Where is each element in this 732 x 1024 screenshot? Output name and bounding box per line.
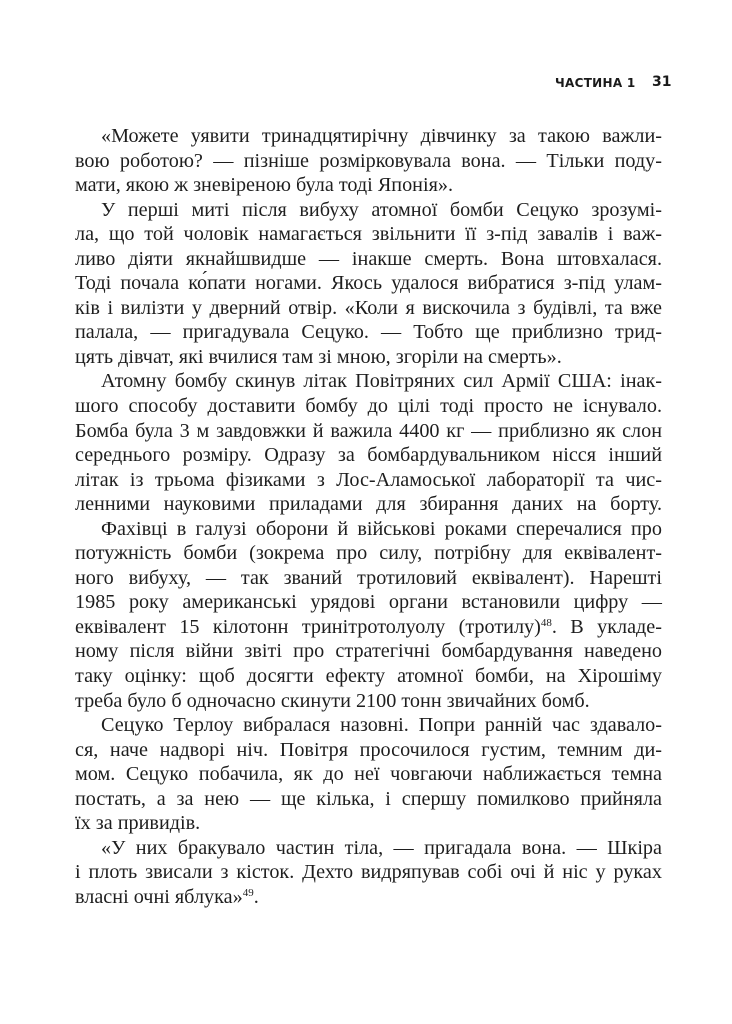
text-line (75, 885, 662, 910)
text-segment: . В укладе- (551, 615, 662, 638)
page-number: 31 (652, 74, 672, 90)
text-line (75, 615, 662, 640)
running-header (0, 72, 732, 94)
footnote-ref[interactable]: 48 (540, 616, 552, 629)
text-segment: . (253, 885, 259, 908)
text-line: таку оцінку: щоб досягти ефекту атомної бомби, на Хірошіму (75, 665, 662, 688)
paragraph (75, 369, 662, 516)
text-line: «Можете уявити тринадцятирічну дівчинку за такою важли- (101, 125, 662, 147)
text-line: вою роботою? — пізніше розмірковувала вона. — Тільки поду- (75, 149, 662, 172)
body-text (75, 124, 662, 910)
text-line: треба було б одночасно скинути 2100 тонн звичайних бомб. (75, 689, 590, 712)
text-line: мати, якою ж зневіреною була тоді Японія». (75, 174, 454, 197)
text-line: літак із трьома фізиками з Лос-Аламоської лабораторії та чис- (75, 468, 662, 491)
text-line: мом. Сецуко побачила, як до неї човгаючи наближається темна (75, 763, 662, 786)
text-line: ла, що той чоловік намагається звільнити її з-під завалів і важ- (75, 223, 662, 246)
text-line: шого способу доставити бомбу до цілі тоді просто не існувало. (75, 395, 662, 418)
chapter-title: ЧАСТИНА 1 (555, 76, 636, 90)
text-line: ному після війни звіті про стратегічні бомбардування наведено (75, 640, 662, 663)
text-line: ливо діяти якнайшвидше — інакше смерть. Вона штовхалася. (75, 247, 662, 270)
text-line: палала, — пригадувала Сецуко. — Тобто ще приблизно трид- (75, 321, 662, 344)
text-line: ленними науковими приладами для збирання даних на борту. (75, 493, 662, 516)
text-segment: власні очні яблука» (75, 885, 243, 908)
paragraph (75, 713, 662, 836)
text-line: цять дівчат, які вчилися там зі мною, згоріли на смерть». (75, 345, 562, 368)
paragraph (75, 124, 662, 198)
text-line: Сецуко Терлоу вибралася назовні. Попри ранній час здавало- (101, 714, 662, 737)
text-line: У перші миті після вибуху атомної бомби Сецуко зрозумі- (101, 198, 662, 221)
text-line: ся, наче надворі ніч. Повітря просочилося густим, темним ди- (75, 738, 662, 761)
text-line: їх за привидів. (75, 812, 201, 835)
text-line: Фахівці в галузі оборони й військові роками сперечалися про (101, 517, 662, 540)
text-line: 1985 року американські урядові органи встановили цифру — (75, 591, 662, 614)
text-line: «У них бракувало частин тіла, — пригадала вона. — Шкіра (101, 836, 662, 859)
text-line: постать, а за нею — ще кілька, і спершу помилково прийняла (75, 787, 662, 810)
text-line: Бомба була 3 м завдовжки й важила 4400 кг — приблизно як слон (75, 419, 662, 442)
text-line: потужність бомби (зокрема про силу, потрібну для еквівалент- (75, 542, 662, 565)
text-line: ків і вилізти у дверний отвір. «Коли я вискочила з будівлі, та вже (75, 296, 662, 319)
text-line: і плоть звисали з кісток. Дехто видряпував собі очі й ніс у руках (75, 861, 662, 884)
text-segment: еквівалент 15 кілотонн тринітротолуолу (тротилу) (75, 615, 541, 638)
footnote-ref[interactable]: 49 (242, 886, 254, 899)
paragraph (75, 836, 662, 910)
text-line: Тоді почала ко́пати ногами. Якось удалося вибратися з-під улам- (75, 272, 662, 295)
text-line: ного вибуху, — так званий тротиловий еквівалент). Нарешті (75, 566, 662, 589)
paragraph (75, 198, 662, 370)
paragraph (75, 517, 662, 713)
text-line: Атомну бомбу скинув літак Повітряних сил Армії США: інак- (101, 370, 662, 393)
text-line: середнього розміру. Одразу за бомбардувальником нісся інший (75, 444, 662, 467)
